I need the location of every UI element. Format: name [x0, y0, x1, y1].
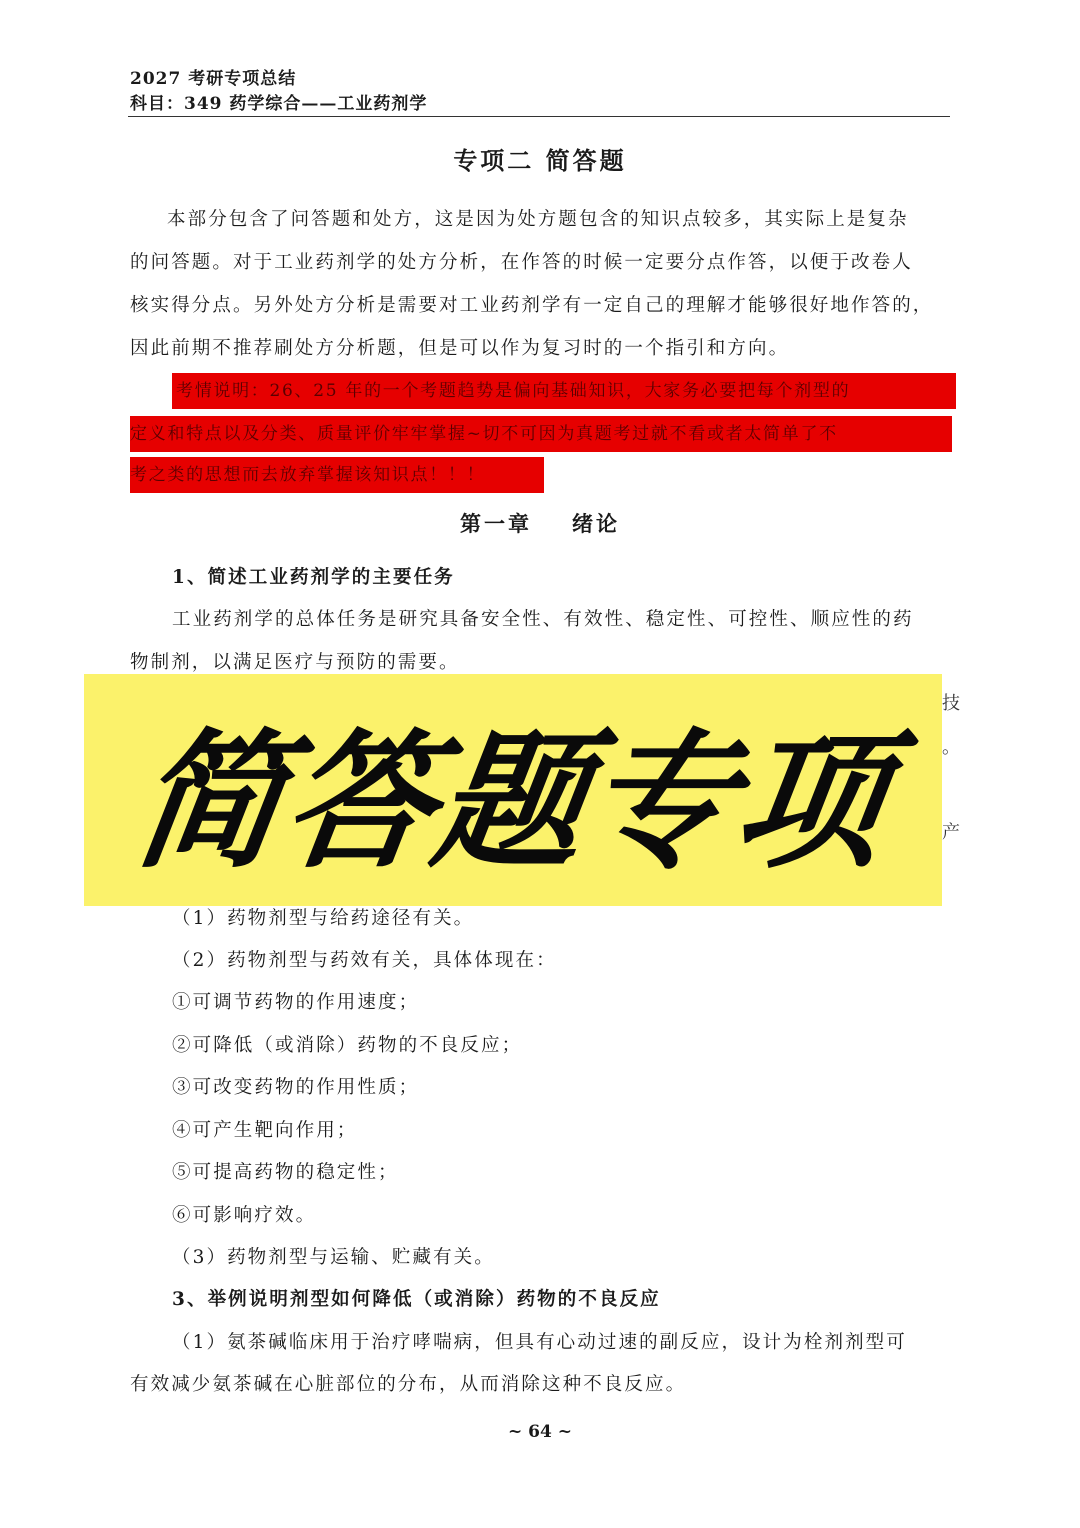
- answer-item: （3）药物剂型与运输、贮藏有关。: [172, 1247, 495, 1268]
- cover-banner-text: 简答题专项: [124, 716, 899, 888]
- answer-subitem: ③可改变药物的作用性质；: [172, 1077, 420, 1098]
- exam-notice-line: 考之类的思想而去放弃掌握该知识点！！！: [130, 457, 544, 493]
- intro-line: 本部分包含了问答题和处方，这是因为处方题包含的知识点较多，其实际上是复杂: [167, 209, 909, 230]
- intro-line: 核实得分点。另外处方分析是需要对工业药剂学有一定自己的理解才能够很好地作答的，: [130, 295, 934, 316]
- question-1-answer-line: 工业药剂学的总体任务是研究具备安全性、有效性、稳定性、可控性、顺应性的药: [172, 609, 914, 630]
- exam-notice-line: 定义和特点以及分类、质量评价牢牢掌握~切不可因为真题考过就不看或者太简单了不: [130, 416, 952, 452]
- obscured-text-fragment: 。: [942, 737, 960, 758]
- question-1-answer-line: 物制剂，以满足医疗与预防的需要。: [130, 652, 460, 673]
- answer-item: （1）药物剂型与给药途径有关。: [172, 908, 475, 929]
- page-title: 专项二 简答题: [453, 146, 627, 175]
- question-1-heading: 1、简述工业药剂学的主要任务: [172, 567, 455, 588]
- answer-subitem: ⑥可影响疗效。: [172, 1205, 317, 1226]
- chapter-heading: [0, 508, 1080, 538]
- intro-paragraph: [130, 198, 952, 370]
- cover-banner: [84, 674, 942, 906]
- intro-line: 因此前期不推荐刷处方分析题，但是可以作为复习时的一个指引和方向。: [130, 338, 790, 359]
- obscured-text-fragment: 产: [942, 822, 960, 843]
- header-divider: [128, 116, 950, 117]
- intro-line: 的问答题。对于工业药剂学的处方分析，在作答的时候一定要分点作答，以便于改卷人: [130, 252, 913, 273]
- question-3-heading: 3、举例说明剂型如何降低（或消除）药物的不良反应: [172, 1289, 661, 1310]
- obscured-text-fragment: 技: [942, 693, 960, 714]
- answer-subitem: ④可产生靶向作用；: [172, 1120, 358, 1141]
- question-3-answer-line: 有效减少氨茶碱在心脏部位的分布，从而消除这种不良反应。: [130, 1374, 687, 1395]
- running-header-subject: 科目：349 药学综合——工业药剂学: [130, 94, 428, 114]
- answer-subitem: ②可降低（或消除）药物的不良反应；: [172, 1035, 523, 1056]
- answer-item: （2）药物剂型与药效有关，具体体现在：: [172, 950, 557, 971]
- exam-notice-line: 考情说明：26、25 年的一个考题趋势是偏向基础知识，大家务必要把每个剂型的: [172, 373, 956, 409]
- chapter-number: 第一章: [460, 511, 532, 536]
- answer-subitem: ①可调节药物的作用速度；: [172, 992, 420, 1013]
- page-number: ~ 64 ~: [508, 1422, 572, 1442]
- chapter-name: 绪论: [572, 511, 620, 536]
- running-header-title: 2027 考研专项总结: [130, 69, 297, 89]
- answer-subitem: ⑤可提高药物的稳定性；: [172, 1162, 399, 1183]
- question-3-answer-line: （1）氨茶碱临床用于治疗哮喘病，但具有心动过速的副反应，设计为栓剂剂型可: [172, 1332, 907, 1353]
